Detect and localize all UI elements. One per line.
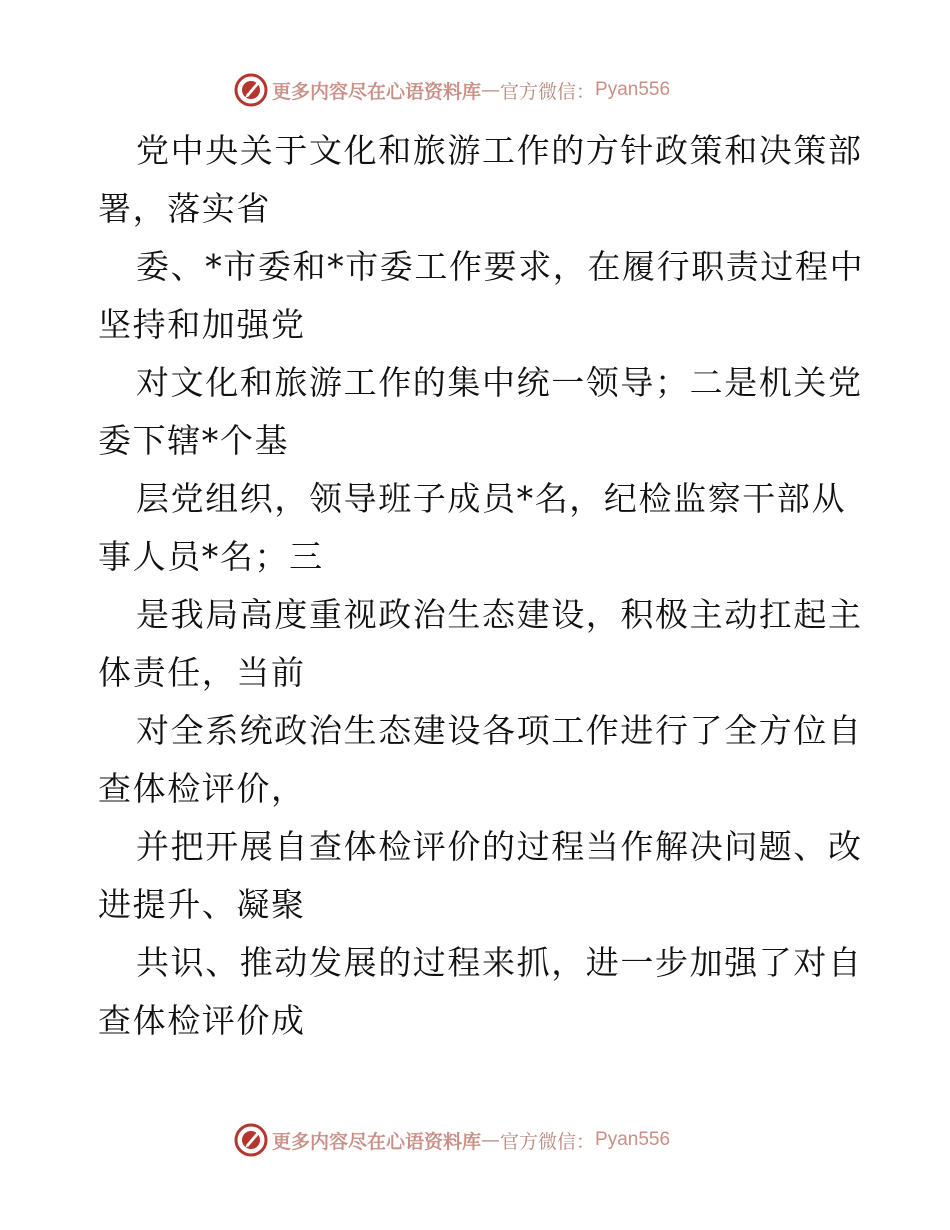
banner-dash: — xyxy=(481,79,501,101)
document-body xyxy=(98,122,865,1050)
paragraph-line: 进提升、凝聚 xyxy=(98,885,306,924)
paragraph xyxy=(98,702,863,818)
paragraph xyxy=(98,934,863,1050)
brand-logo-icon xyxy=(234,1123,268,1157)
banner-wechat-id: Pyan556 xyxy=(595,1129,671,1150)
brand-logo-icon xyxy=(234,73,268,107)
paragraph xyxy=(98,818,863,934)
paragraph xyxy=(98,354,863,470)
banner-site-name: 更多内容尽在心语资料库 xyxy=(272,80,482,103)
paragraph xyxy=(98,122,863,238)
paragraph-line: 党中央关于文化和旅游工作的方针政策和决策部 xyxy=(136,131,863,170)
banner-site-name: 更多内容尽在心语资料库 xyxy=(272,1130,482,1153)
paragraph-line: 对文化和旅游工作的集中统一领导；二是机关党 xyxy=(136,363,863,402)
paragraph-line: 查体检评价成 xyxy=(98,1001,306,1040)
paragraph-line: 委、*市委和*市委工作要求，在履行职责过程中 xyxy=(136,247,865,286)
paragraph-line: 事人员*名；三 xyxy=(98,537,324,576)
paragraph-line: 体责任，当前 xyxy=(98,653,306,692)
banner-wechat-label: 官方微信： xyxy=(500,1130,596,1153)
paragraph xyxy=(98,470,858,586)
paragraph-line: 查体检评价， xyxy=(98,769,306,808)
banner-wechat-id: Pyan556 xyxy=(595,79,671,100)
paragraph xyxy=(98,238,865,354)
paragraph-line: 委下辖*个基 xyxy=(98,421,290,460)
banner-wechat-label: 官方微信： xyxy=(500,80,596,103)
paragraph-line: 共识、推动发展的过程来抓，进一步加强了对自 xyxy=(136,943,863,982)
paragraph xyxy=(98,586,863,702)
header-banner xyxy=(234,70,714,110)
paragraph-line: 署，落实省 xyxy=(98,189,271,228)
paragraph-line: 对全系统政治生态建设各项工作进行了全方位自 xyxy=(136,711,863,750)
paragraph-line: 并把开展自查体检评价的过程当作解决问题、改 xyxy=(136,827,863,866)
paragraph-line: 坚持和加强党 xyxy=(98,305,306,344)
footer-banner xyxy=(234,1120,714,1160)
paragraph-line: 是我局高度重视政治生态建设，积极主动扛起主 xyxy=(136,595,863,634)
banner-dash: — xyxy=(481,1129,501,1151)
paragraph-line: 层党组织，领导班子成员*名，纪检监察干部从 xyxy=(136,479,847,518)
